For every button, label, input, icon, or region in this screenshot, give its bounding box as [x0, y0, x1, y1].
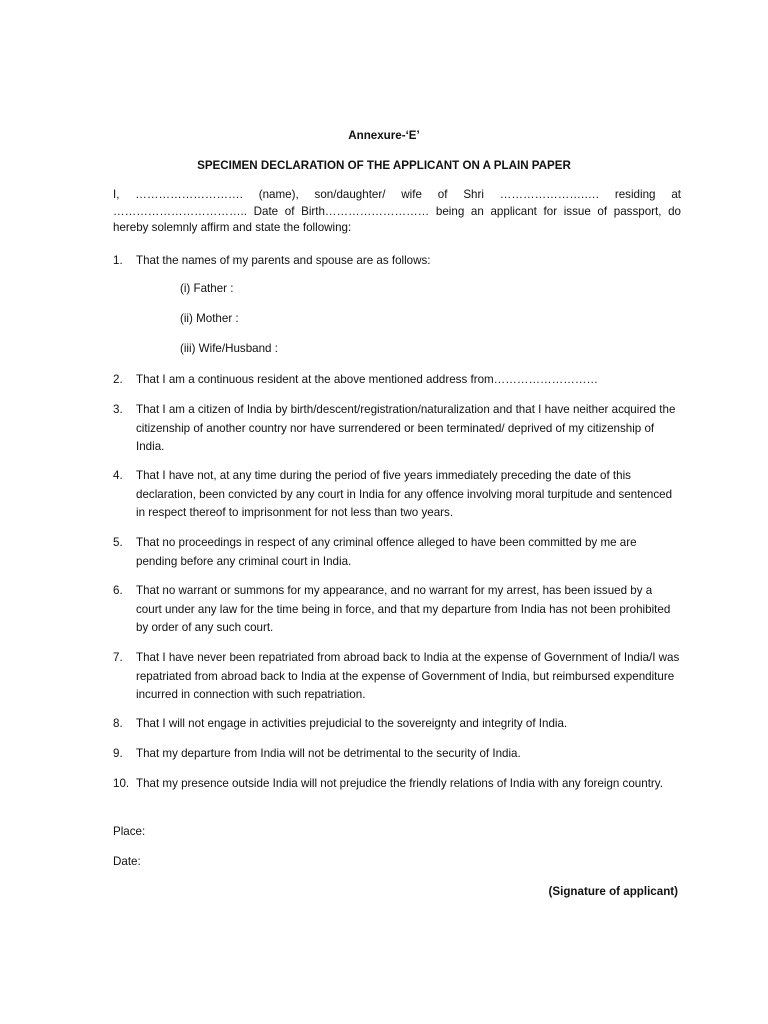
- declaration-item-3: [113, 401, 681, 457]
- item-text: That my departure from India will not be detrimental to the security of India.: [136, 747, 521, 760]
- declaration-item-10: [113, 775, 681, 794]
- item-text: That no warrant or summons for my appearance, and no warrant for my arrest, has been issued by a court under any law for the time being in force, and that my departure from India has not been prohibited by order of any such court.: [136, 584, 671, 635]
- declaration-item-6: [113, 582, 681, 638]
- declaration-item-1: [113, 252, 681, 271]
- declaration-item-4: [113, 467, 681, 523]
- declaration-item-7: [113, 649, 681, 705]
- item-number: 8.: [113, 717, 123, 730]
- item-number: 9.: [113, 747, 123, 760]
- item-number: 10.: [113, 777, 130, 790]
- mother-label: (ii) Mother :: [180, 312, 239, 325]
- item-text: That no proceedings in respect of any criminal offence alleged to have been committed by me are pending before any criminal court in India.: [136, 536, 637, 568]
- item-text: That I will not engage in activities prejudicial to the sovereignty and integrity of India.: [136, 717, 568, 730]
- signature-label: (Signature of applicant): [548, 885, 678, 898]
- item-text: That my presence outside India will not prejudice the friendly relations of India with any foreign country.: [136, 777, 663, 790]
- date-label: Date:: [113, 855, 141, 868]
- declaration-item-2: [113, 371, 681, 390]
- document-title: SPECIMEN DECLARATION OF THE APPLICANT ON A PLAIN PAPER: [197, 159, 571, 172]
- intro-paragraph: I, ………………………. (name), son/daughter/ wife of Shri ………………….…. residing at …………………………….. Date of Birth……………………… being an applicant for issue of passport, do hereby solemnly affirm and state the following:: [113, 188, 681, 235]
- declaration-item-5: [113, 534, 681, 571]
- item-number: 1.: [113, 254, 123, 267]
- item-number: 2.: [113, 373, 123, 386]
- annexure-label: Annexure-‘E’: [348, 129, 420, 142]
- item-number: 7.: [113, 651, 123, 664]
- item-number: 3.: [113, 403, 123, 416]
- item-text: That I have never been repatriated from abroad back to India at the expense of Government of India/I was repatriated from abroad back to India at the expense of Government of India, but reimbursed expenditure incurred in connection with such repatriation.: [136, 651, 680, 702]
- spouse-label: (iii) Wife/Husband :: [180, 342, 278, 355]
- item-text: That I have not, at any time during the period of five years immediately preceding the date of this declaration, been convicted by any court in India for any offence involving moral turpitude and sentenced in respect thereof to imprisonment for not less than two years.: [136, 469, 673, 520]
- item-number: 6.: [113, 584, 123, 597]
- item-text: That I am a citizen of India by birth/descent/registration/naturalization and that I have neither acquired the citizenship of another country nor have surrendered or been terminated/ deprived of my citizenship of India.: [136, 403, 676, 454]
- father-label: (i) Father :: [180, 282, 234, 295]
- declaration-item-8: [113, 715, 681, 734]
- item-number: 4.: [113, 469, 123, 482]
- item-number: 5.: [113, 536, 123, 549]
- declaration-item-9: [113, 745, 681, 764]
- item-text: That I am a continuous resident at the above mentioned address from………………………: [136, 373, 599, 386]
- item-text: That the names of my parents and spouse are as follows:: [136, 254, 431, 267]
- place-label: Place:: [113, 825, 146, 838]
